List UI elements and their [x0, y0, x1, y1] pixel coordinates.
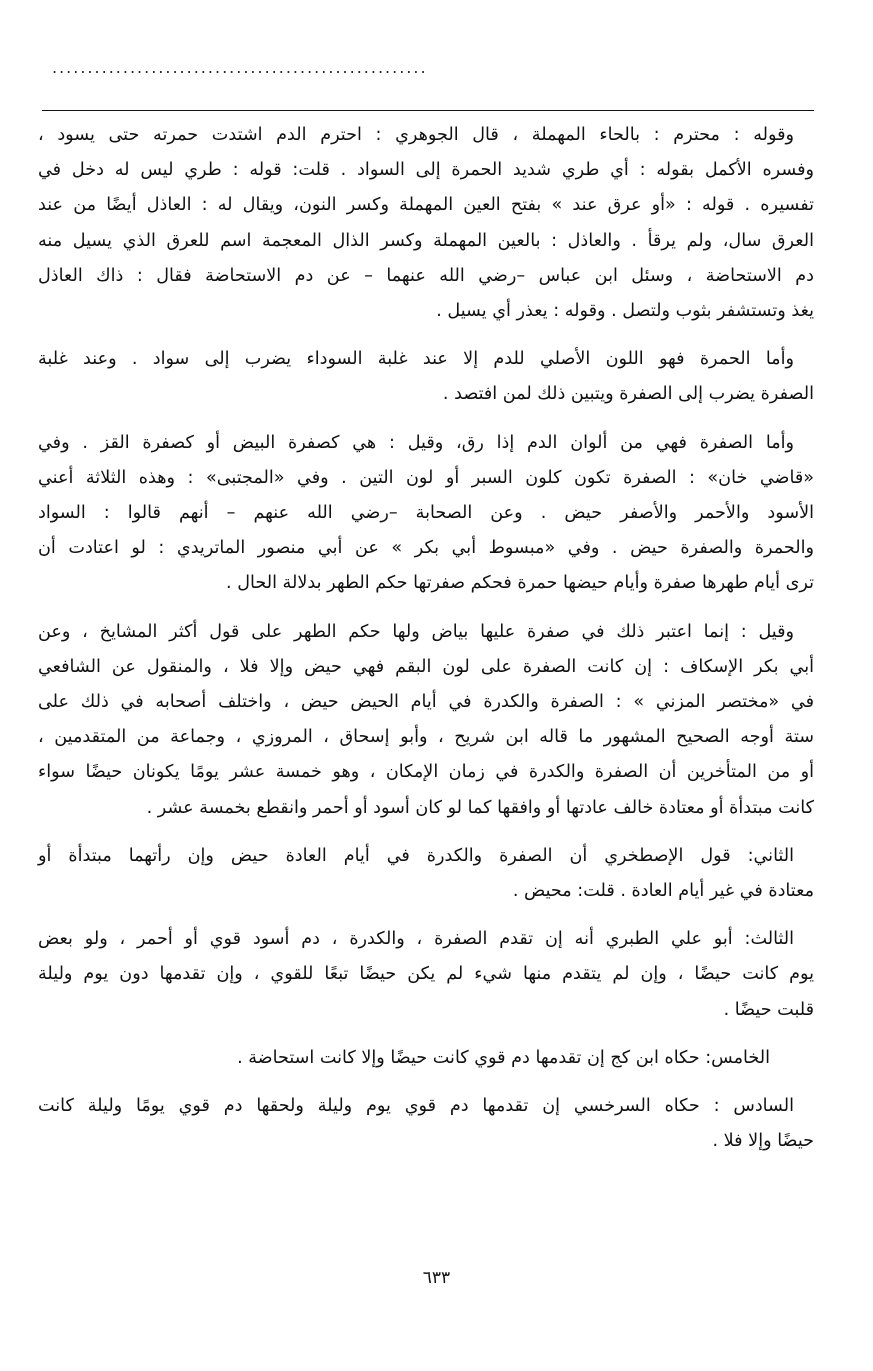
text-line: يوم كانت حيضًا ، وإن لم يتقدم منها شيء لم يكن حيضًا تبعًا للقوي ، وإن تقدمها دون يوم وليلة [38, 964, 814, 985]
paragraph [38, 1041, 814, 1076]
text-line: الصفرة يضرب إلى الصفرة ويتبين ذلك لمن افتصد . [442, 384, 814, 405]
text-line: معتادة في غير أيام العادة . قلت: محيض . [512, 881, 814, 902]
text-line: الثالث: أبو علي الطبري أنه إن تقدم الصفرة ، والكدرة ، دم أسود قوي أو أحمر ، ولو بعض [38, 929, 794, 950]
paragraph [38, 1089, 814, 1159]
text-line: يغذ وتستشفر بثوب ولتصل . وقوله : يعذر أي يسيل . [436, 301, 814, 322]
text-line: الثاني: قول الإصطخري أن الصفرة والكدرة في أيام العادة حيض وإن رأتهما مبتدأة أو [38, 845, 794, 866]
paragraph [38, 615, 814, 826]
text-line: تفسيره . قوله : «أو عرق عند » بفتح العين المهملة وكسر النون، ويقال له : العاذل أيضًا من عند [38, 195, 814, 216]
text-line: العرق سال، ولم يرقأ . والعاذل : بالعين المهملة وكسر الذال المعجمة اسم للعرق الذي يسيل منه [38, 230, 814, 251]
body-text [38, 118, 814, 1172]
text-line: في «مختصر المزني » : الصفرة والكدرة في أيام الحيض حيض ، واختلف أصحابه في ذلك على [38, 692, 814, 713]
text-line: ستة أوجه الصحيح المشهور ما قاله ابن شريح ، وأبو إسحاق ، المروزي ، وجماعة من المتقدمين ، [38, 727, 814, 748]
page-number: ٦٣٣ [422, 1268, 451, 1288]
text-line: وقوله : محترم : بالحاء المهملة ، قال الجوهري : احترم الدم اشتدت حمرته حتى يسود ، [38, 125, 794, 145]
text-line: السادس : حكاه السرخسي إن تقدمها دم قوي يوم وليلة ولحقها دم قوي يومًا وليلة كانت [38, 1096, 794, 1117]
text-line: أو من المتأخرين أن الصفرة والكدرة في زمان الإمكان ، وهو خمسة عشر يومًا يكونان حيضًا سواء [38, 762, 814, 783]
text-line: كانت مبتدأة أو معتادة خالف عادتها أو وافقها كما لو كان أسود أو أحمر وانقطع بخمسة عشر . [146, 797, 814, 818]
header-dotted-line: ..................................................... [52, 58, 428, 77]
paragraph [38, 922, 814, 1028]
paragraph [38, 426, 814, 602]
text-line: الخامس: حكاه ابن كج إن تقدمها دم قوي كانت حيضًا وإلا كانت استحاضة . [237, 1047, 770, 1068]
paragraph [38, 342, 814, 412]
text-line: قلبت حيضًا . [723, 999, 814, 1020]
text-line: ترى أيام طهرها صفرة وأيام حيضها حمرة فحكم صفرتها حكم الطهر بدلالة الحال . [226, 573, 814, 594]
text-line: حيضًا وإلا فلا . [712, 1131, 814, 1152]
text-line: وأما الصفرة فهي من ألوان الدم إذا رق، وقيل : هي كصفرة البيض أو كصفرة القز . وفي [38, 432, 794, 453]
text-line: دم الاستحاضة ، وسئل ابن عباس –رضي الله عنهما – عن دم الاستحاضة فقال : ذاك العاذل [38, 265, 814, 286]
text-line: «قاضي خان» : الصفرة تكون كلون السبر أو لون التين . وفي «المجتبى» : وهذه الثلاثة أعني [38, 467, 814, 488]
text-line: الأسود والأحمر والأصفر حيض . وعن الصحابة –رضي الله عنهم – أنهم قالوا : السواد [38, 503, 814, 524]
paragraph [38, 118, 814, 329]
paragraph [38, 839, 814, 909]
text-line: والحمرة والصفرة حيض . وفي «مبسوط أبي بكر » عن أبي منصور الماتريدي : لو اعتادت أن [38, 538, 814, 559]
text-line: وقيل : إنما اعتبر ذلك في صفرة عليها بياض ولها حكم الطهر على قول أكثر المشايخ ، وعن [38, 621, 794, 642]
text-line: أبي بكر الإسكاف : إن كانت الصفرة على لون البقم فهي حيض وإلا فلا ، والمنقول عن الشافعي [38, 656, 814, 677]
text-line: وأما الحمرة فهو اللون الأصلي للدم إلا عند غلبة السوداء يضرب إلى سواد . وعند غلبة [38, 349, 794, 370]
header-rule [42, 110, 814, 111]
text-line: وفسره الأكمل بقوله : أي طري شديد الحمرة إلى السواد . قلت: قوله : طري ليس له دخل في [38, 160, 814, 181]
